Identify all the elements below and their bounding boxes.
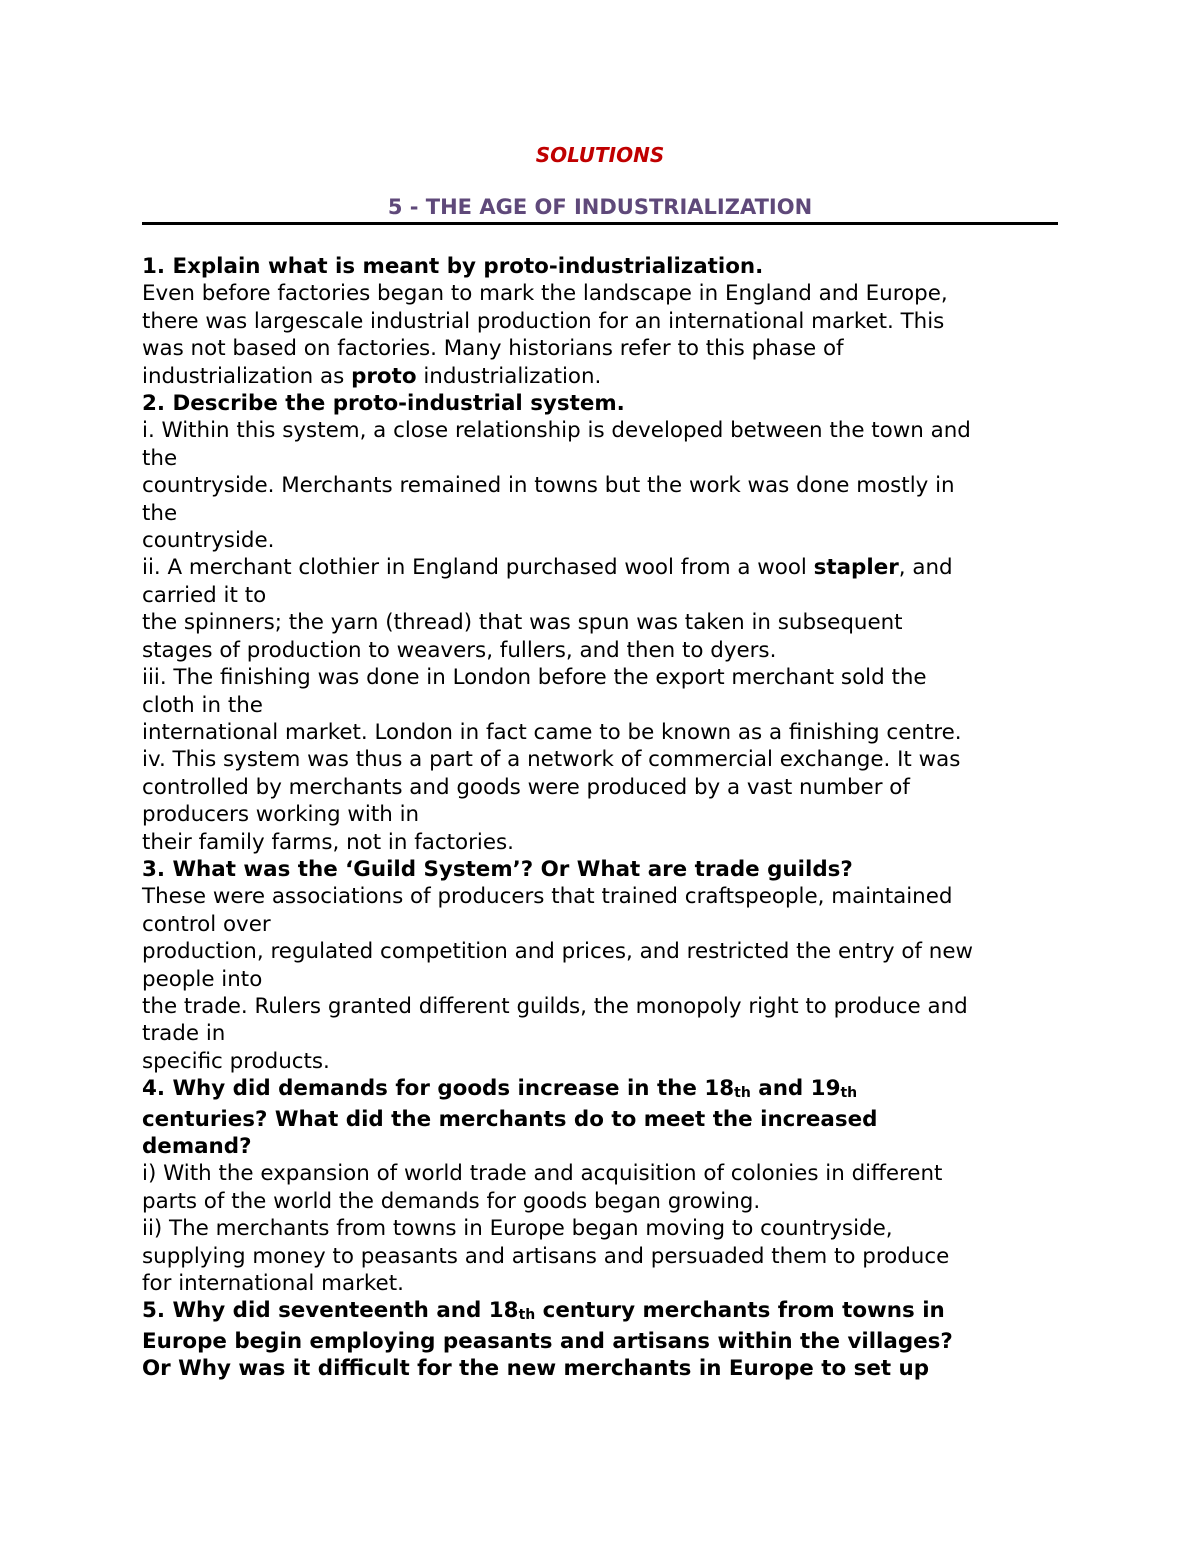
answer-1-line: was not based on factories. Many historians refer to this phase of [142, 336, 844, 362]
answer-2-line: cloth in the [142, 692, 263, 718]
answer-2-line: the [142, 500, 178, 526]
answer-3-line: control over [142, 911, 271, 937]
ordinal-suffix: th [840, 1085, 858, 1102]
answer-2-line: the spinners; the yarn (thread) that was spun was taken in subsequent [142, 610, 903, 636]
answer-2-line: iii. The finishing was done in London before the export merchant sold the [142, 665, 927, 691]
answer-2-line: countryside. Merchants remained in towns but the work was done mostly in [142, 473, 955, 499]
answer-1-line [142, 363, 1058, 390]
answer-2-text: , and [898, 555, 953, 581]
heading-divider [142, 222, 1058, 225]
answer-2-line: stages of production to weavers, fullers, and then to dyers. [142, 637, 777, 663]
question-2: 2. Describe the proto-industrial system. [142, 391, 625, 417]
answer-2-line: the [142, 445, 178, 471]
answer-4-line: parts of the world the demands for goods began growing. [142, 1188, 761, 1214]
answer-3-line: trade in [142, 1021, 226, 1047]
answer-4-line: ii) The merchants from towns in Europe began moving to countryside, [142, 1216, 893, 1242]
answer-1-line: there was largescale industrial production for an international market. This [142, 308, 945, 334]
answer-2-line: their family farms, not in factories. [142, 829, 514, 855]
answer-2-line: controlled by merchants and goods were produced by a vast number of [142, 774, 910, 800]
answer-2-line: iv. This system was thus a part of a network of commercial exchange. It was [142, 747, 961, 773]
question-4-text: and 19 [750, 1076, 841, 1102]
document-page [142, 140, 1058, 1383]
document-title: SOLUTIONS [535, 143, 665, 167]
document-body [142, 253, 1058, 1383]
question-3: 3. What was the ‘Guild System’? Or What are trade guilds? [142, 856, 853, 882]
ordinal-suffix: th [518, 1307, 536, 1324]
ordinal-suffix: th [734, 1085, 751, 1102]
question-1: 1. Explain what is meant by proto-industrialization. [142, 254, 764, 279]
question-5: Europe begin employing peasants and artisans within the villages? [142, 1328, 953, 1354]
answer-2-line: carried it to [142, 582, 267, 608]
chapter-heading: 5 - THE AGE OF INDUSTRIALIZATION [387, 195, 813, 219]
answer-2-line: countryside. [142, 528, 275, 554]
question-5-text: century merchants from towns in [535, 1298, 945, 1324]
answer-1-text: industrialization. [416, 363, 602, 389]
answer-3-line: people into [142, 966, 263, 992]
question-5 [142, 1297, 1058, 1327]
term-proto: proto [351, 363, 417, 389]
question-4: centuries? What did the merchants do to meet the increased [142, 1106, 878, 1132]
answer-4-line: supplying money to peasants and artisans and persuaded them to produce [142, 1243, 950, 1269]
question-4: demand? [142, 1134, 252, 1159]
answer-3-line: production, regulated competition and prices, and restricted the entry of new [142, 939, 973, 965]
answer-2-line: i. Within this system, a close relationship is developed between the town and [142, 418, 971, 444]
answer-4-line: i) With the expansion of world trade and acquisition of colonies in different [142, 1161, 943, 1187]
question-4 [142, 1075, 1058, 1105]
answer-1-text: industrialization as [142, 363, 352, 389]
answer-3-line: These were associations of producers that trained craftspeople, maintained [142, 884, 953, 910]
answer-4-line: for international market. [142, 1271, 404, 1297]
answer-2-line [142, 554, 1058, 581]
answer-2-line: producers working with in [142, 802, 420, 828]
answer-3-line: the trade. Rulers granted different guilds, the monopoly right to produce and [142, 993, 968, 1019]
question-5-text: 5. Why did seventeenth and 18 [142, 1298, 519, 1324]
question-4-text: 4. Why did demands for goods increase in the 18 [142, 1076, 735, 1102]
term-stapler: stapler [813, 555, 899, 581]
question-5: Or Why was it difficult for the new merchants in Europe to set up [142, 1356, 930, 1382]
answer-2-text: ii. A merchant clothier in England purchased wool from a wool [142, 555, 814, 581]
answer-2-line: international market. London in fact came to be known as a finishing centre. [142, 719, 962, 745]
answer-3-line: specific products. [142, 1048, 330, 1074]
answer-1-line: Even before factories began to mark the landscape in England and Europe, [142, 281, 948, 307]
